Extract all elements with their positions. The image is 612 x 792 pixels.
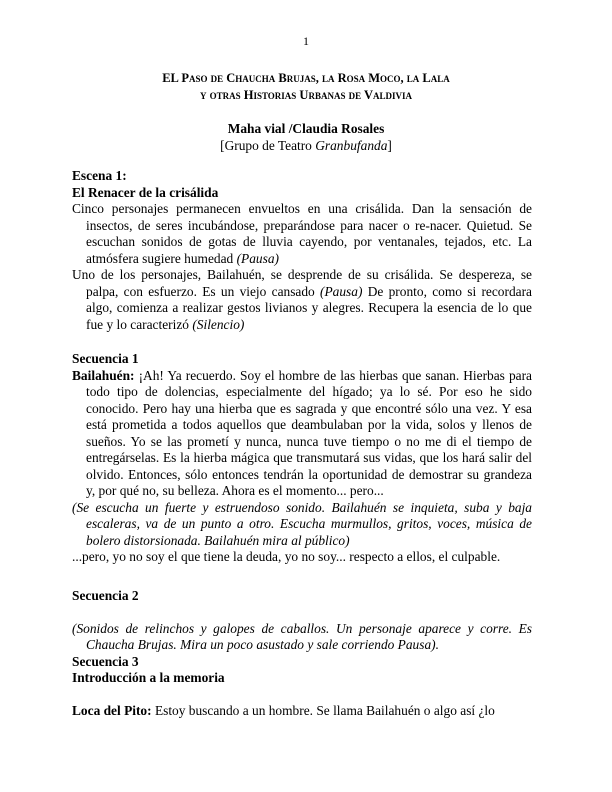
- scene-1-p2-text-a: Uno de los personajes, Bailahuén, se desprende de su crisálida. Se despereza, se palpa, con esfuerzo. Es un viejo cansado: [72, 267, 532, 299]
- group-prefix: [Grupo de Teatro: [220, 138, 316, 153]
- sequence-1-speaker: Bailahuén:: [72, 367, 135, 383]
- title-text-1: EL Paso de Chaucha Brujas, la Rosa Moco, la Lala: [162, 71, 450, 85]
- scene-1-p1-text: Cinco personajes permanecen envueltos en una crisálida. Dan la sensación de insectos, de seres incubándose, preparándose para nacer o re-nacer. Quietud. Se escuchan sonidos de gotas de lluvia cayendo, por ventanales, tejados, etc. La atmósfera sugiere humedad: [72, 201, 532, 266]
- scene-1-subheading: El Renacer de la crisálida: [72, 184, 219, 200]
- scene-1: [72, 168, 532, 333]
- group-name: Granbufanda: [315, 138, 388, 153]
- scene-1-p2-text-b: De pronto, como si recordara algo, comienza a realizar gestos livianos y alegres. Recupera la esencia de lo que fue y lo caracterizó: [86, 283, 532, 332]
- sequence-2-stage-direction: [72, 621, 532, 654]
- scene-1-paragraph-2: [72, 267, 532, 333]
- title-text-2: y otras Historias Urbanas de Valdivia: [199, 88, 413, 102]
- title-line-2: [0, 87, 612, 104]
- title-line-1: [0, 70, 612, 87]
- sequence-2-heading: Secuencia 2: [72, 588, 139, 603]
- scene-1-p2-silence: (Silencio): [192, 316, 245, 332]
- page-number: 1: [303, 34, 309, 48]
- sequence-1-continuation: ...pero, yo no soy el que tiene la deuda, yo no soy... respecto a ellos, el culpable.: [72, 549, 501, 564]
- scene-1-p1-pause: (Pausa): [236, 250, 279, 266]
- scene-1-p2-pause: (Pausa): [320, 283, 363, 299]
- scene-1-heading: Escena 1:: [72, 168, 127, 183]
- sequence-1-heading: Secuencia 1: [72, 351, 139, 366]
- sequence-3-speaker: Loca del Pito:: [72, 702, 152, 718]
- sequence-3-speech-text: Estoy buscando a un hombre. Se llama Bailahuén o algo así ¿lo: [151, 702, 495, 718]
- sequence-1-stage-direction-text: (Se escucha un fuerte y estruendoso sonido. Bailahuén se inquieta, suba y baja escaleras, va de un punto a otro. Escucha murmullos, gritos, voces, música de bolero distorsionada. Bailahuén mira al público): [72, 499, 532, 548]
- sequence-3-subheading: Introducción a la memoria: [72, 670, 225, 685]
- sequence-1-speech-text: ¡Ah! Ya recuerdo. Soy el hombre de las hierbas que sanan. Hierbas para todo tipo de dolencias, especialmente del hígado; ya lo sé. Por eso he sido conocido. Pero hay una hierba que es sagrada y que encontré sólo una vez. Y esa está prometida a todos aquellos que deambulaban por la vida, solos y llenos de sueños. Yo se las prometí y nunca, nunca tuve tiempo o no me di el tiempo de entregárselas. Es la hierba mágica que transmutará sus vidas, que los hará salir del olvido. Entonces, sólo entonces tendrán la oportunidad de demostrar su grandeza y, por qué no, su belleza. Ahora es el momento... pero...: [86, 367, 532, 498]
- scene-1-paragraph-1: [72, 201, 532, 267]
- group-suffix: ]: [387, 138, 392, 153]
- sequence-1-stage-direction: [72, 500, 532, 550]
- authors: Maha vial /Claudia Rosales: [227, 121, 385, 136]
- theatre-group: [0, 138, 612, 155]
- sequence-1: [72, 351, 532, 566]
- sequence-1-speech: [72, 368, 532, 500]
- sequence-3-heading: Secuencia 3: [72, 653, 139, 669]
- sequence-2-stage-direction-text: (Sonidos de relinchos y galopes de caballos. Un personaje aparece y corre. Es Chaucha Brujas. Mira un poco asustado y sale corriendo Pausa).: [72, 620, 532, 652]
- sequence-2: [72, 588, 532, 719]
- sequence-3-speech: [72, 703, 532, 720]
